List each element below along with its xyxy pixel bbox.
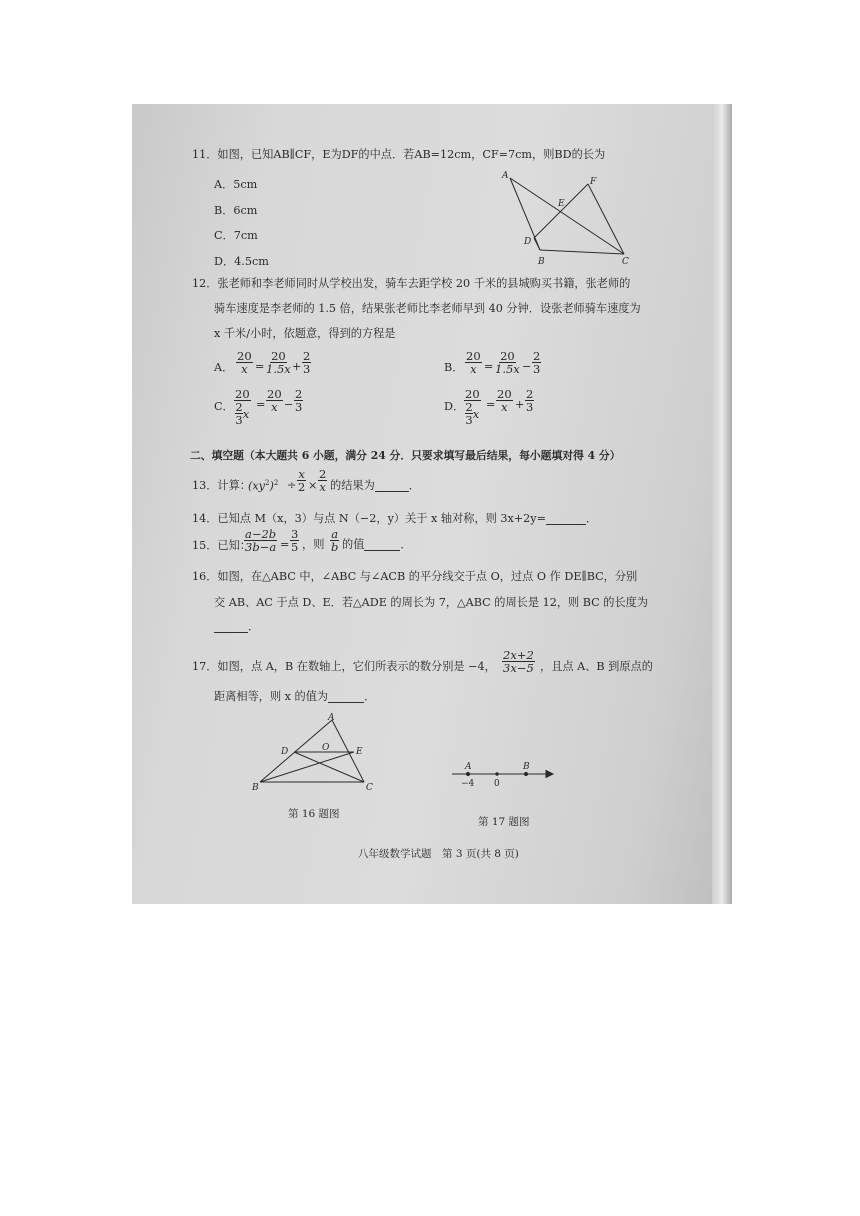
q17-post: ，且点 A、B 到原点的 xyxy=(540,660,653,673)
q16-line1: 16．如图，在△ABC 中，∠ABC 与∠ACB 的平分线交于点 O，过点 O 作 DE∥BC，分别 xyxy=(192,570,638,583)
page-footer: 八年级数学试题 第 3 页(共 8 页) xyxy=(358,848,519,860)
exam-page-photo xyxy=(132,104,732,904)
q15-eq: = xyxy=(280,538,290,551)
q12-a-frac3: $\frac{2}{3}$ xyxy=(303,349,311,377)
q12-d-frac2: $\frac{20}{x}$ xyxy=(497,387,512,415)
q11-pt-d: D xyxy=(524,237,532,247)
fig16-caption: 第 16 题图 xyxy=(288,808,340,820)
q12-a-label: A． xyxy=(214,361,234,374)
fig16-pt-b: B xyxy=(252,783,259,792)
q13-pre: 13．计算： xyxy=(192,479,251,492)
fig17-number-line xyxy=(448,758,558,792)
q12-b-op: − xyxy=(522,360,532,373)
fig17-label-neg4: −4 xyxy=(461,779,475,789)
q17-line2: 距离相等，则 x 的值为 ． xyxy=(214,690,376,703)
q15-frac1: $\frac{a-2b}{3b-a}$ xyxy=(245,527,277,555)
q13-post: 的结果为 ． xyxy=(330,479,420,492)
q11-pt-e: E xyxy=(558,199,565,209)
fig16-pt-o: O xyxy=(322,743,330,753)
q12-c-frac3: $\frac{2}{3}$ xyxy=(295,387,303,415)
q12-a-op: + xyxy=(292,360,302,373)
fig16-triangle xyxy=(248,712,388,792)
fig16-pt-a: A xyxy=(328,713,335,723)
q12-c-eq: = xyxy=(256,398,266,411)
q11-option-b: B．6cm xyxy=(214,204,258,217)
q11-option-d: D．4.5cm xyxy=(214,255,269,268)
q12-d-frac3: $\frac{2}{3}$ xyxy=(526,387,534,415)
fig16-pt-e: E xyxy=(356,747,363,757)
q11-stem: 11．如图，已知AB∥CF，E为DF的中点．若AB=12cm，CF=7cm，则BD的长为 xyxy=(192,148,606,161)
q12-d-frac1: 20 2 3 x xyxy=(465,387,480,428)
q15-mid: ，则 xyxy=(302,538,325,551)
q12-c-frac2: $\frac{20}{x}$ xyxy=(267,387,282,415)
q12-a-frac2: $\frac{20}{1.5x}$ xyxy=(266,349,291,377)
q12-a-frac1: $\frac{20}{x}$ xyxy=(237,349,252,377)
q15-frac2: $\frac{3}{5}$ xyxy=(291,527,299,555)
q13-op2: × xyxy=(308,479,318,492)
q12-c-label: C． xyxy=(214,400,234,413)
q16-blank: ． xyxy=(214,620,259,633)
q13-op1: ÷ xyxy=(287,479,297,492)
fig17-caption: 第 17 题图 xyxy=(478,816,530,828)
q12-d-op: + xyxy=(515,398,525,411)
q11-pt-f: F xyxy=(590,177,597,187)
q12-b-frac3: $\frac{2}{3}$ xyxy=(533,349,541,377)
q12-a-eq: = xyxy=(255,360,265,373)
q12-c-frac1: 20 2 3 x xyxy=(235,387,250,428)
q12-d-eq: = xyxy=(486,398,496,411)
q13-frac1: $\frac{x}{2}$ xyxy=(298,467,306,495)
q15-pre: 15．已知： xyxy=(192,539,251,552)
fig16-pt-d: D xyxy=(281,747,289,757)
q11-pt-a: A xyxy=(502,171,509,181)
q12-line3: x 千米/小时，依题意，得到的方程是 xyxy=(214,327,396,340)
q11-option-a: A．5cm xyxy=(214,178,258,191)
q14-text: 14．已知点 M（x，3）与点 N（−2，y）关于 x 轴对称，则 3x+2y= ． xyxy=(192,512,598,525)
q12-b-frac1: $\frac{20}{x}$ xyxy=(466,349,481,377)
fig17-label-b: B xyxy=(523,762,530,772)
q12-line2: 骑车速度是李老师的 1.5 倍，结果张老师比李老师早到 40 分钟．设张老师骑车速度为 xyxy=(214,302,641,315)
q11-pt-c: C xyxy=(622,257,629,267)
q12-d-label: D． xyxy=(444,400,465,413)
q13-frac2: $\frac{2}{x}$ xyxy=(319,467,327,495)
q12-b-eq: = xyxy=(484,360,494,373)
page-edge-shadow xyxy=(712,104,732,904)
q16-line2: 交 AB、AC 于点 D、E．若△ADE 的周长为 7，△ABC 的周长是 12，则 BC 的长度为 xyxy=(214,596,649,609)
q13-base: $(xy^2)^2$ xyxy=(248,479,279,493)
q11-figure xyxy=(498,168,638,268)
q12-c-op: − xyxy=(284,398,294,411)
fig16-pt-c: C xyxy=(366,783,373,792)
q17-frac: $\frac{2x+2}{3x-5}$ xyxy=(503,648,534,676)
fig17-label-zero: 0 xyxy=(494,779,500,789)
section2-heading: 二、填空题（本大题共 6 小题，满分 24 分．只要求填写最后结果，每小题填对得 4 分） xyxy=(190,449,621,462)
q12-line1: 12．张老师和李老师同时从学校出发，骑车去距学校 20 千米的县城购买书籍，张老师的 xyxy=(192,277,631,290)
q12-b-frac2: $\frac{20}{1.5x}$ xyxy=(495,349,520,377)
q11-option-c: C．7cm xyxy=(214,229,258,242)
fig17-label-a: A xyxy=(465,762,472,772)
q15-post: 的值 ． xyxy=(342,538,412,551)
q15-frac3: $\frac{a}{b}$ xyxy=(331,527,339,555)
q12-b-label: B． xyxy=(444,361,464,374)
q11-pt-b: B xyxy=(538,257,545,267)
q17-pre: 17．如图，点 A，B 在数轴上，它们所表示的数分别是 −4， xyxy=(192,660,496,673)
